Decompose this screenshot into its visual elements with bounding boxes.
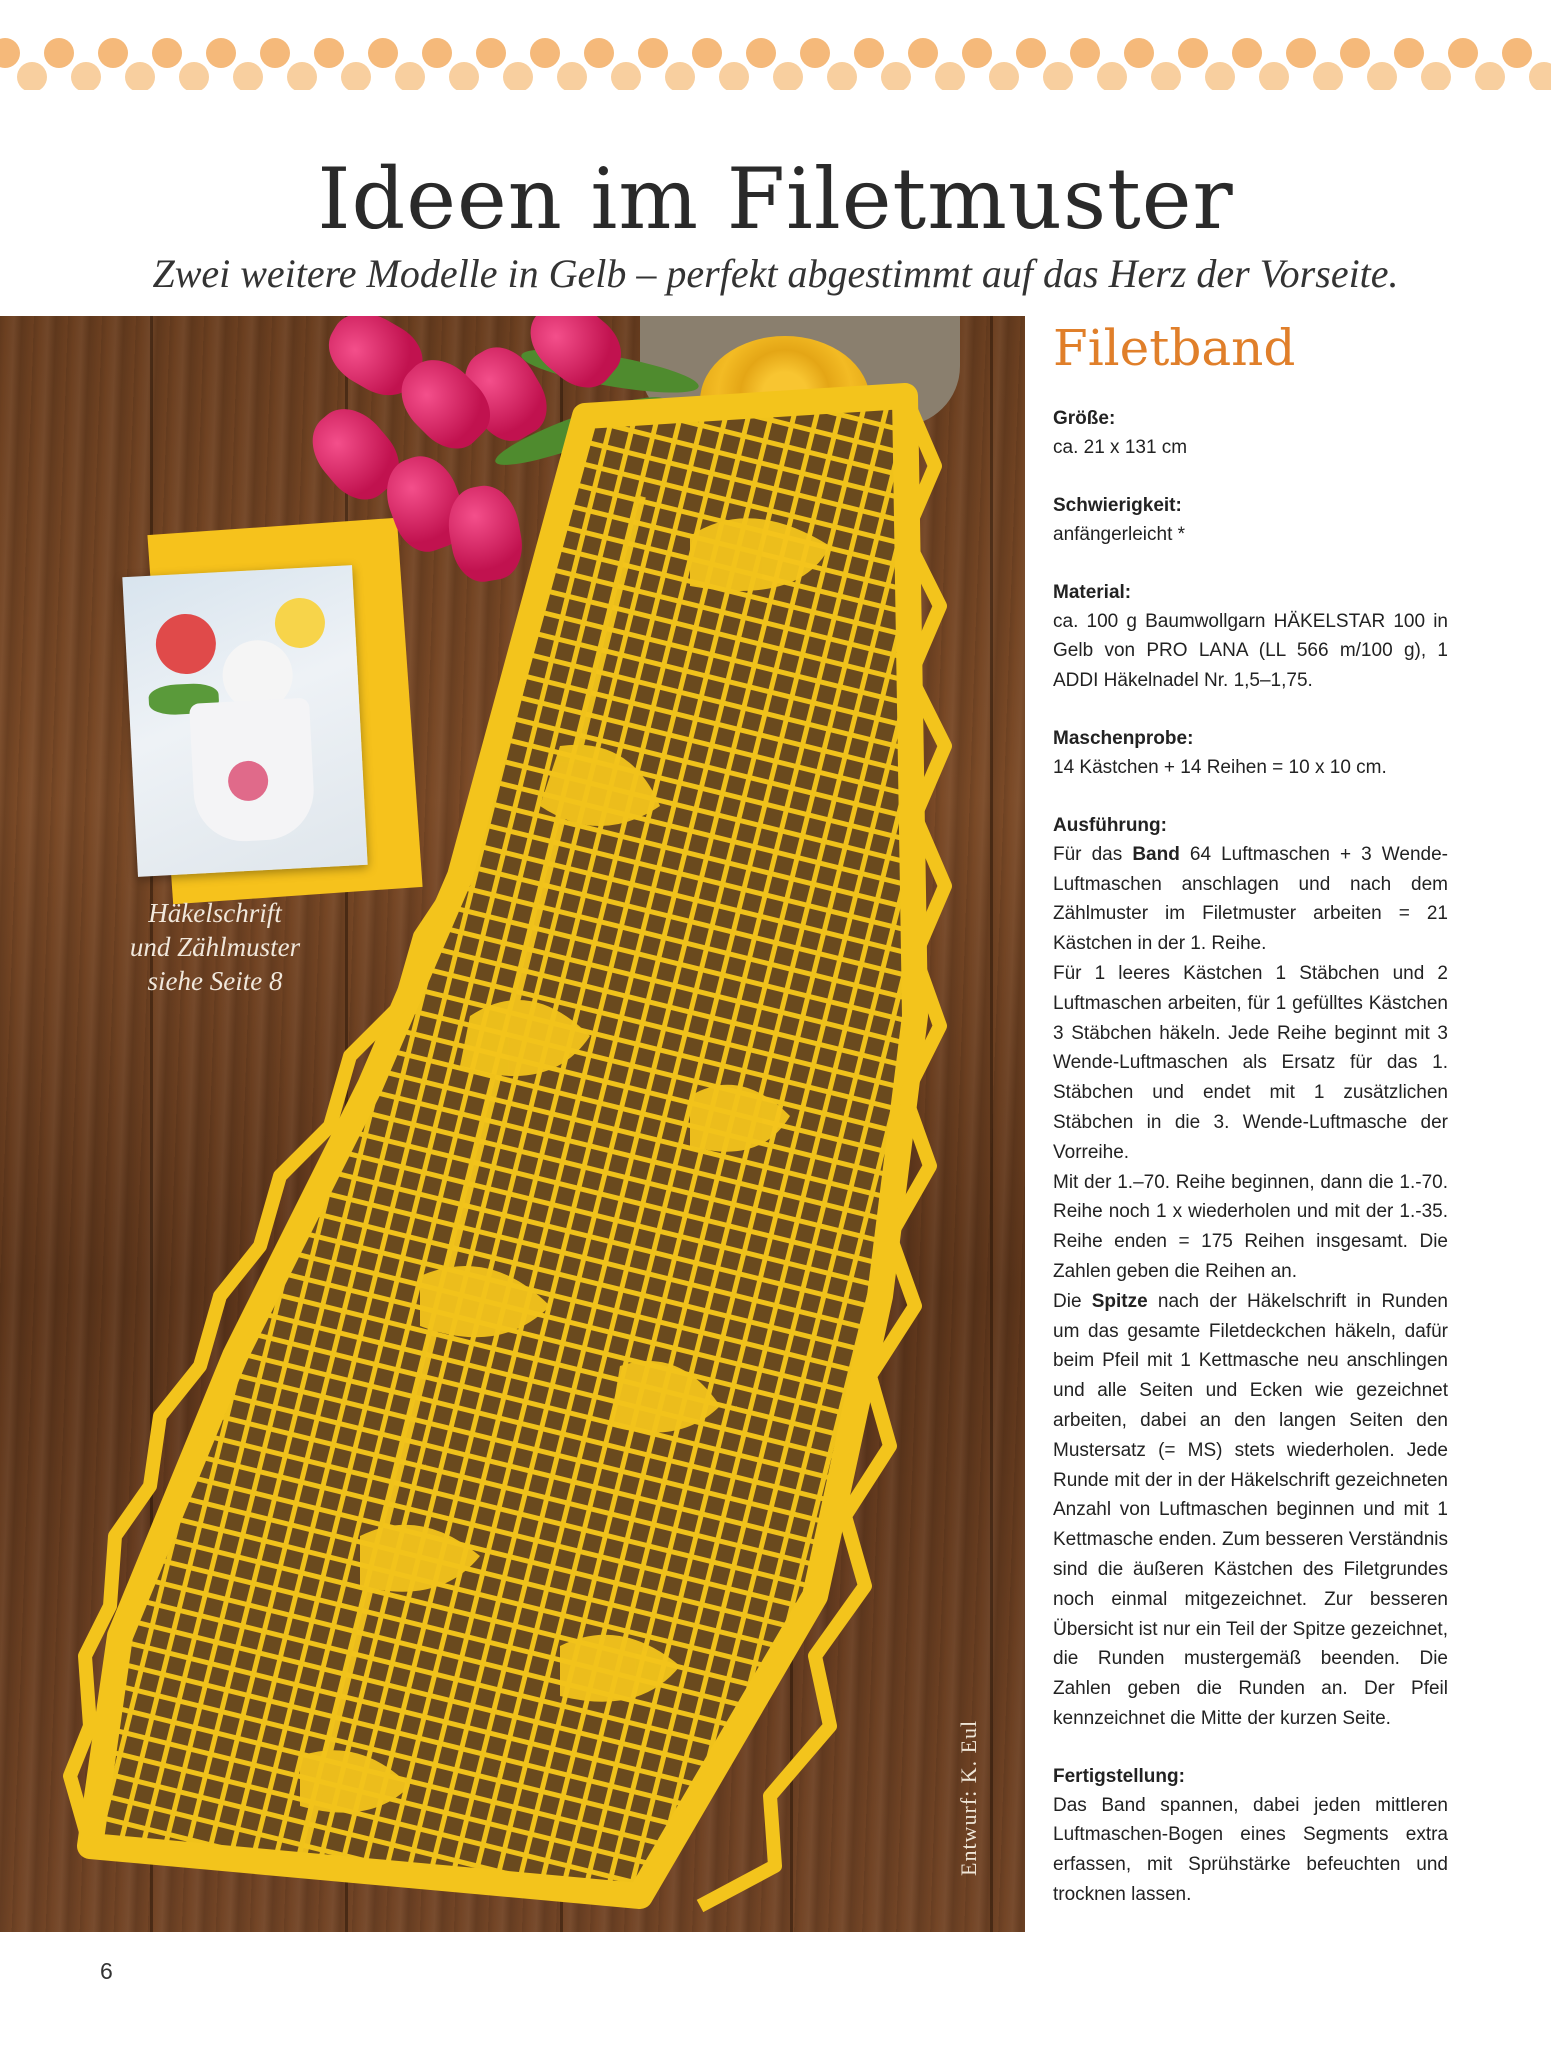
execution-label: Ausführung: xyxy=(1053,814,1167,836)
decorative-dot xyxy=(935,62,965,90)
caption-line: Häkelschrift xyxy=(148,898,282,928)
decorative-dot xyxy=(71,62,101,90)
material-value: ca. 100 g Baumwollgarn HÄKELSTAR 100 in Gelb von PRO LANA (LL 566 m/100 g), 1 ADDI Häkelnadel Nr. 1,5–1,75. xyxy=(1053,610,1448,692)
material-label: Material: xyxy=(1053,581,1132,603)
decorative-dot xyxy=(665,62,695,90)
product-photo xyxy=(0,316,1025,1932)
decorative-dot xyxy=(773,62,803,90)
design-credit: Entwurf: K. Eul xyxy=(956,1719,981,1876)
decorative-dot xyxy=(449,62,479,90)
crochet-runner xyxy=(0,316,1025,1932)
finishing-value: Das Band spannen, dabei jeden mittleren Luftmaschen-Bogen eines Segments extra erfassen, mit Sprühstärke befeuchten und trocknen lassen. xyxy=(1053,1794,1448,1906)
gauge-label: Maschenprobe: xyxy=(1053,727,1194,749)
decorative-dot xyxy=(179,62,209,90)
section-title: Filetband xyxy=(1053,319,1296,377)
decorative-dot xyxy=(1529,62,1551,90)
decorative-dot xyxy=(881,62,911,90)
bold-term: Spitze xyxy=(1091,1290,1148,1312)
difficulty-label: Schwierigkeit: xyxy=(1053,494,1182,516)
finishing-label: Fertigstellung: xyxy=(1053,1765,1185,1787)
dot-border xyxy=(0,0,1551,90)
decorative-dot xyxy=(557,62,587,90)
caption-line: siehe Seite 8 xyxy=(147,966,283,996)
decorative-dot xyxy=(503,62,533,90)
difficulty-value: anfängerleicht * xyxy=(1053,523,1186,545)
decorative-dot xyxy=(719,62,749,90)
photo-caption xyxy=(100,896,330,998)
decorative-dot xyxy=(1475,62,1505,90)
decorative-dot xyxy=(287,62,317,90)
execution-paragraph: Mit der 1.–70. Reihe beginnen, dann die 1.-70. Reihe noch 1 x wiederholen und mit der 1.-35. Reihe enden = 175 Reihen insgesamt. Die Zahlen geben die Reihen an. xyxy=(1053,1171,1448,1282)
execution-paragraph: Für 1 leeres Kästchen 1 Stäbchen und 2 Luftmaschen arbeiten, für 1 gefülltes Kästchen 3 Stäbchen häkeln. Jede Reihe beginnt mit 3 Wende-Luftmaschen als Ersatz für das 1. Stäbchen und endet mit 1 zusätzlichen Stäbchen in die 3. Wende-Luftmasche der Vorreihe. xyxy=(1053,962,1448,1163)
decorative-dot xyxy=(1205,62,1235,90)
page-number: 6 xyxy=(100,1958,113,1984)
execution-paragraph: Die Spitze nach der Häkelschrift in Runden um das gesamte Filetdeckchen häkeln, dafür beim Pfeil mit 1 Kettmasche neu anschlingen und alle Seiten und Ecken wie gezeichnet arbeiten, dabei an den langen Seiten den Mustersatz (= MS) stets wiederholen. Jede Runde mit der in der Häkelschrift gezeichneten Anzahl von Luftmaschen beginnen und mit 1 Kettmasche enden. Zum besseren Verständnis sind die äußeren Kästchen des Filetgrundes noch einmal mitgezeichnet. Zur besseren Übersicht ist nur ein Teil der Spitze gezeichnet, die Runden mustergemäß beenden. Die Zahlen geben die Runden an. Der Pfeil kennzeichnet die Mitte der kurzen Seite. xyxy=(1053,1290,1449,1729)
decorative-dot xyxy=(611,62,641,90)
decorative-dot xyxy=(1313,62,1343,90)
decorative-dot xyxy=(1421,62,1451,90)
decorative-dot xyxy=(1097,62,1127,90)
decorative-dot xyxy=(341,62,371,90)
size-label: Größe: xyxy=(1053,408,1116,429)
decorative-dot xyxy=(1151,62,1181,90)
decorative-dot xyxy=(233,62,263,90)
caption-line: und Zählmuster xyxy=(129,932,301,962)
gauge-value: 14 Kästchen + 14 Reihen = 10 x 10 cm. xyxy=(1053,756,1387,778)
decorative-dot xyxy=(989,62,1019,90)
instructions-column xyxy=(1053,318,1448,1910)
decorative-dot xyxy=(1043,62,1073,90)
decorative-dot xyxy=(125,62,155,90)
decorative-dot xyxy=(17,62,47,90)
bold-term: Band xyxy=(1132,843,1180,865)
decorative-dot xyxy=(395,62,425,90)
size-value: ca. 21 x 131 cm xyxy=(1053,437,1188,458)
page-subtitle: Zwei weitere Modelle in Gelb – perfekt abgestimmt auf das Herz der Vorseite. xyxy=(152,251,1399,296)
page-title: Ideen im Filetmuster xyxy=(317,150,1234,248)
decorative-dot xyxy=(1367,62,1397,90)
execution-paragraph: Für das Band 64 Luftmaschen + 3 Wende-Luftmaschen anschlagen und nach dem Zählmuster im Filetmuster arbeiten = 21 Kästchen in der 1. Reihe. xyxy=(1053,843,1448,955)
decorative-dot xyxy=(1259,62,1289,90)
decorative-dot xyxy=(827,62,857,90)
